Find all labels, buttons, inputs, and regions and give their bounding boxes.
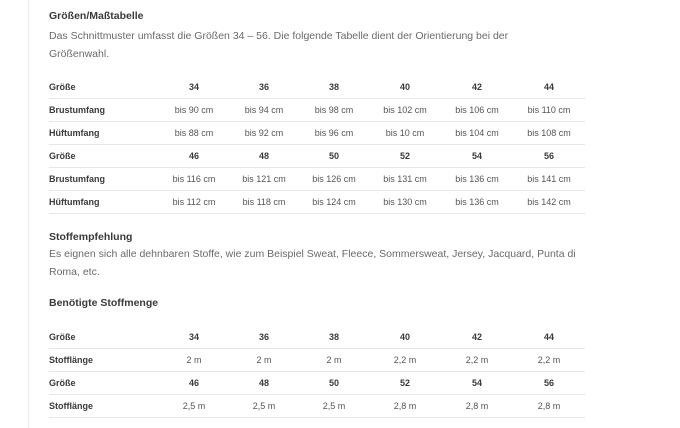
table-cell: 52 bbox=[369, 372, 441, 395]
table-cell: 2,8 m bbox=[369, 395, 441, 418]
table-cell: 42 bbox=[441, 76, 513, 99]
size-chart-text: Das Schnittmuster umfasst die Größen 34 – 56. Die folgende Tabelle dient der Orientierung bei der Größenwahl. bbox=[49, 30, 509, 60]
table-cell: 2,5 m bbox=[299, 395, 369, 418]
table-cell: 48 bbox=[229, 145, 299, 168]
table-cell: 48 bbox=[229, 372, 299, 395]
table-cell: 46 bbox=[159, 145, 229, 168]
table-cell: 40 bbox=[369, 76, 441, 99]
table-cell: 2 m bbox=[299, 349, 369, 372]
table-cell: 38 bbox=[299, 326, 369, 349]
table-cell: bis 96 cm bbox=[299, 122, 369, 145]
table-row bbox=[49, 99, 585, 122]
table-cell: 56 bbox=[513, 145, 585, 168]
table-row bbox=[49, 191, 585, 214]
table-cell: 2,2 m bbox=[441, 349, 513, 372]
table-cell: bis 88 cm bbox=[159, 122, 229, 145]
table-cell: bis 110 cm bbox=[513, 99, 585, 122]
table-row bbox=[49, 349, 585, 372]
table-cell: bis 136 cm bbox=[441, 168, 513, 191]
row-label: Hüftumfang bbox=[49, 122, 159, 145]
table-cell: 52 bbox=[369, 145, 441, 168]
fabric-amount-table bbox=[49, 326, 585, 418]
table-row bbox=[49, 145, 585, 168]
table-cell: 2 m bbox=[159, 349, 229, 372]
table-row bbox=[49, 168, 585, 191]
table-cell: bis 124 cm bbox=[299, 191, 369, 214]
table-cell: bis 141 cm bbox=[513, 168, 585, 191]
table-cell: 36 bbox=[229, 76, 299, 99]
fabric-text: Es eignen sich alle dehnbaren Stoffe, wie zum Beispiel Sweat, Fleece, Sommersweat, Jersey, Jacquard, Punta di Roma, etc. bbox=[49, 248, 576, 278]
fabric-title: Stoffempfehlung bbox=[49, 231, 133, 243]
table-cell: 46 bbox=[159, 372, 229, 395]
row-label: Stofflänge bbox=[49, 395, 159, 418]
table-cell: bis 116 cm bbox=[159, 168, 229, 191]
table-cell: 44 bbox=[513, 326, 585, 349]
row-label: Stofflänge bbox=[49, 349, 159, 372]
table-cell: bis 104 cm bbox=[441, 122, 513, 145]
table-cell: 2,5 m bbox=[159, 395, 229, 418]
table-cell: bis 102 cm bbox=[369, 99, 441, 122]
table-cell: bis 112 cm bbox=[159, 191, 229, 214]
table-cell: 44 bbox=[513, 76, 585, 99]
table-cell: bis 118 cm bbox=[229, 191, 299, 214]
table-cell: 50 bbox=[299, 372, 369, 395]
table-cell: bis 94 cm bbox=[229, 99, 299, 122]
size-table bbox=[49, 76, 585, 214]
table-cell: 54 bbox=[441, 145, 513, 168]
table-row bbox=[49, 326, 585, 349]
fabric-amount-title: Benötigte Stoffmenge bbox=[49, 297, 159, 309]
table-cell: bis 10 cm bbox=[369, 122, 441, 145]
table-cell: bis 130 cm bbox=[369, 191, 441, 214]
left-border bbox=[28, 0, 29, 428]
table-row bbox=[49, 372, 585, 395]
table-cell: 2,5 m bbox=[229, 395, 299, 418]
table-cell: bis 121 cm bbox=[229, 168, 299, 191]
table-row bbox=[49, 395, 585, 418]
table-cell: 34 bbox=[159, 326, 229, 349]
table-row bbox=[49, 122, 585, 145]
table-cell: bis 108 cm bbox=[513, 122, 585, 145]
row-label: Brustumfang bbox=[49, 99, 159, 122]
table-cell: 42 bbox=[441, 326, 513, 349]
table-cell: bis 106 cm bbox=[441, 99, 513, 122]
row-label: Hüftumfang bbox=[49, 191, 159, 214]
table-cell: 50 bbox=[299, 145, 369, 168]
table-cell: 2,2 m bbox=[369, 349, 441, 372]
table-cell: 2,8 m bbox=[513, 395, 585, 418]
row-label: Größe bbox=[49, 372, 159, 395]
table-cell: bis 92 cm bbox=[229, 122, 299, 145]
table-cell: 2,2 m bbox=[513, 349, 585, 372]
row-label: Größe bbox=[49, 326, 159, 349]
table-cell: 56 bbox=[513, 372, 585, 395]
table-cell: 40 bbox=[369, 326, 441, 349]
table-cell: 34 bbox=[159, 76, 229, 99]
row-label: Größe bbox=[49, 76, 159, 99]
table-cell: 54 bbox=[441, 372, 513, 395]
table-cell: bis 98 cm bbox=[299, 99, 369, 122]
table-cell: bis 126 cm bbox=[299, 168, 369, 191]
table-cell: bis 136 cm bbox=[441, 191, 513, 214]
row-label: Größe bbox=[49, 145, 159, 168]
size-chart-title: Größen/Maßtabelle bbox=[49, 10, 144, 22]
table-cell: 2 m bbox=[229, 349, 299, 372]
table-cell: 36 bbox=[229, 326, 299, 349]
table-row bbox=[49, 76, 585, 99]
table-cell: 2,8 m bbox=[441, 395, 513, 418]
table-cell: bis 142 cm bbox=[513, 191, 585, 214]
table-cell: bis 90 cm bbox=[159, 99, 229, 122]
table-cell: 38 bbox=[299, 76, 369, 99]
row-label: Brustumfang bbox=[49, 168, 159, 191]
table-cell: bis 131 cm bbox=[369, 168, 441, 191]
